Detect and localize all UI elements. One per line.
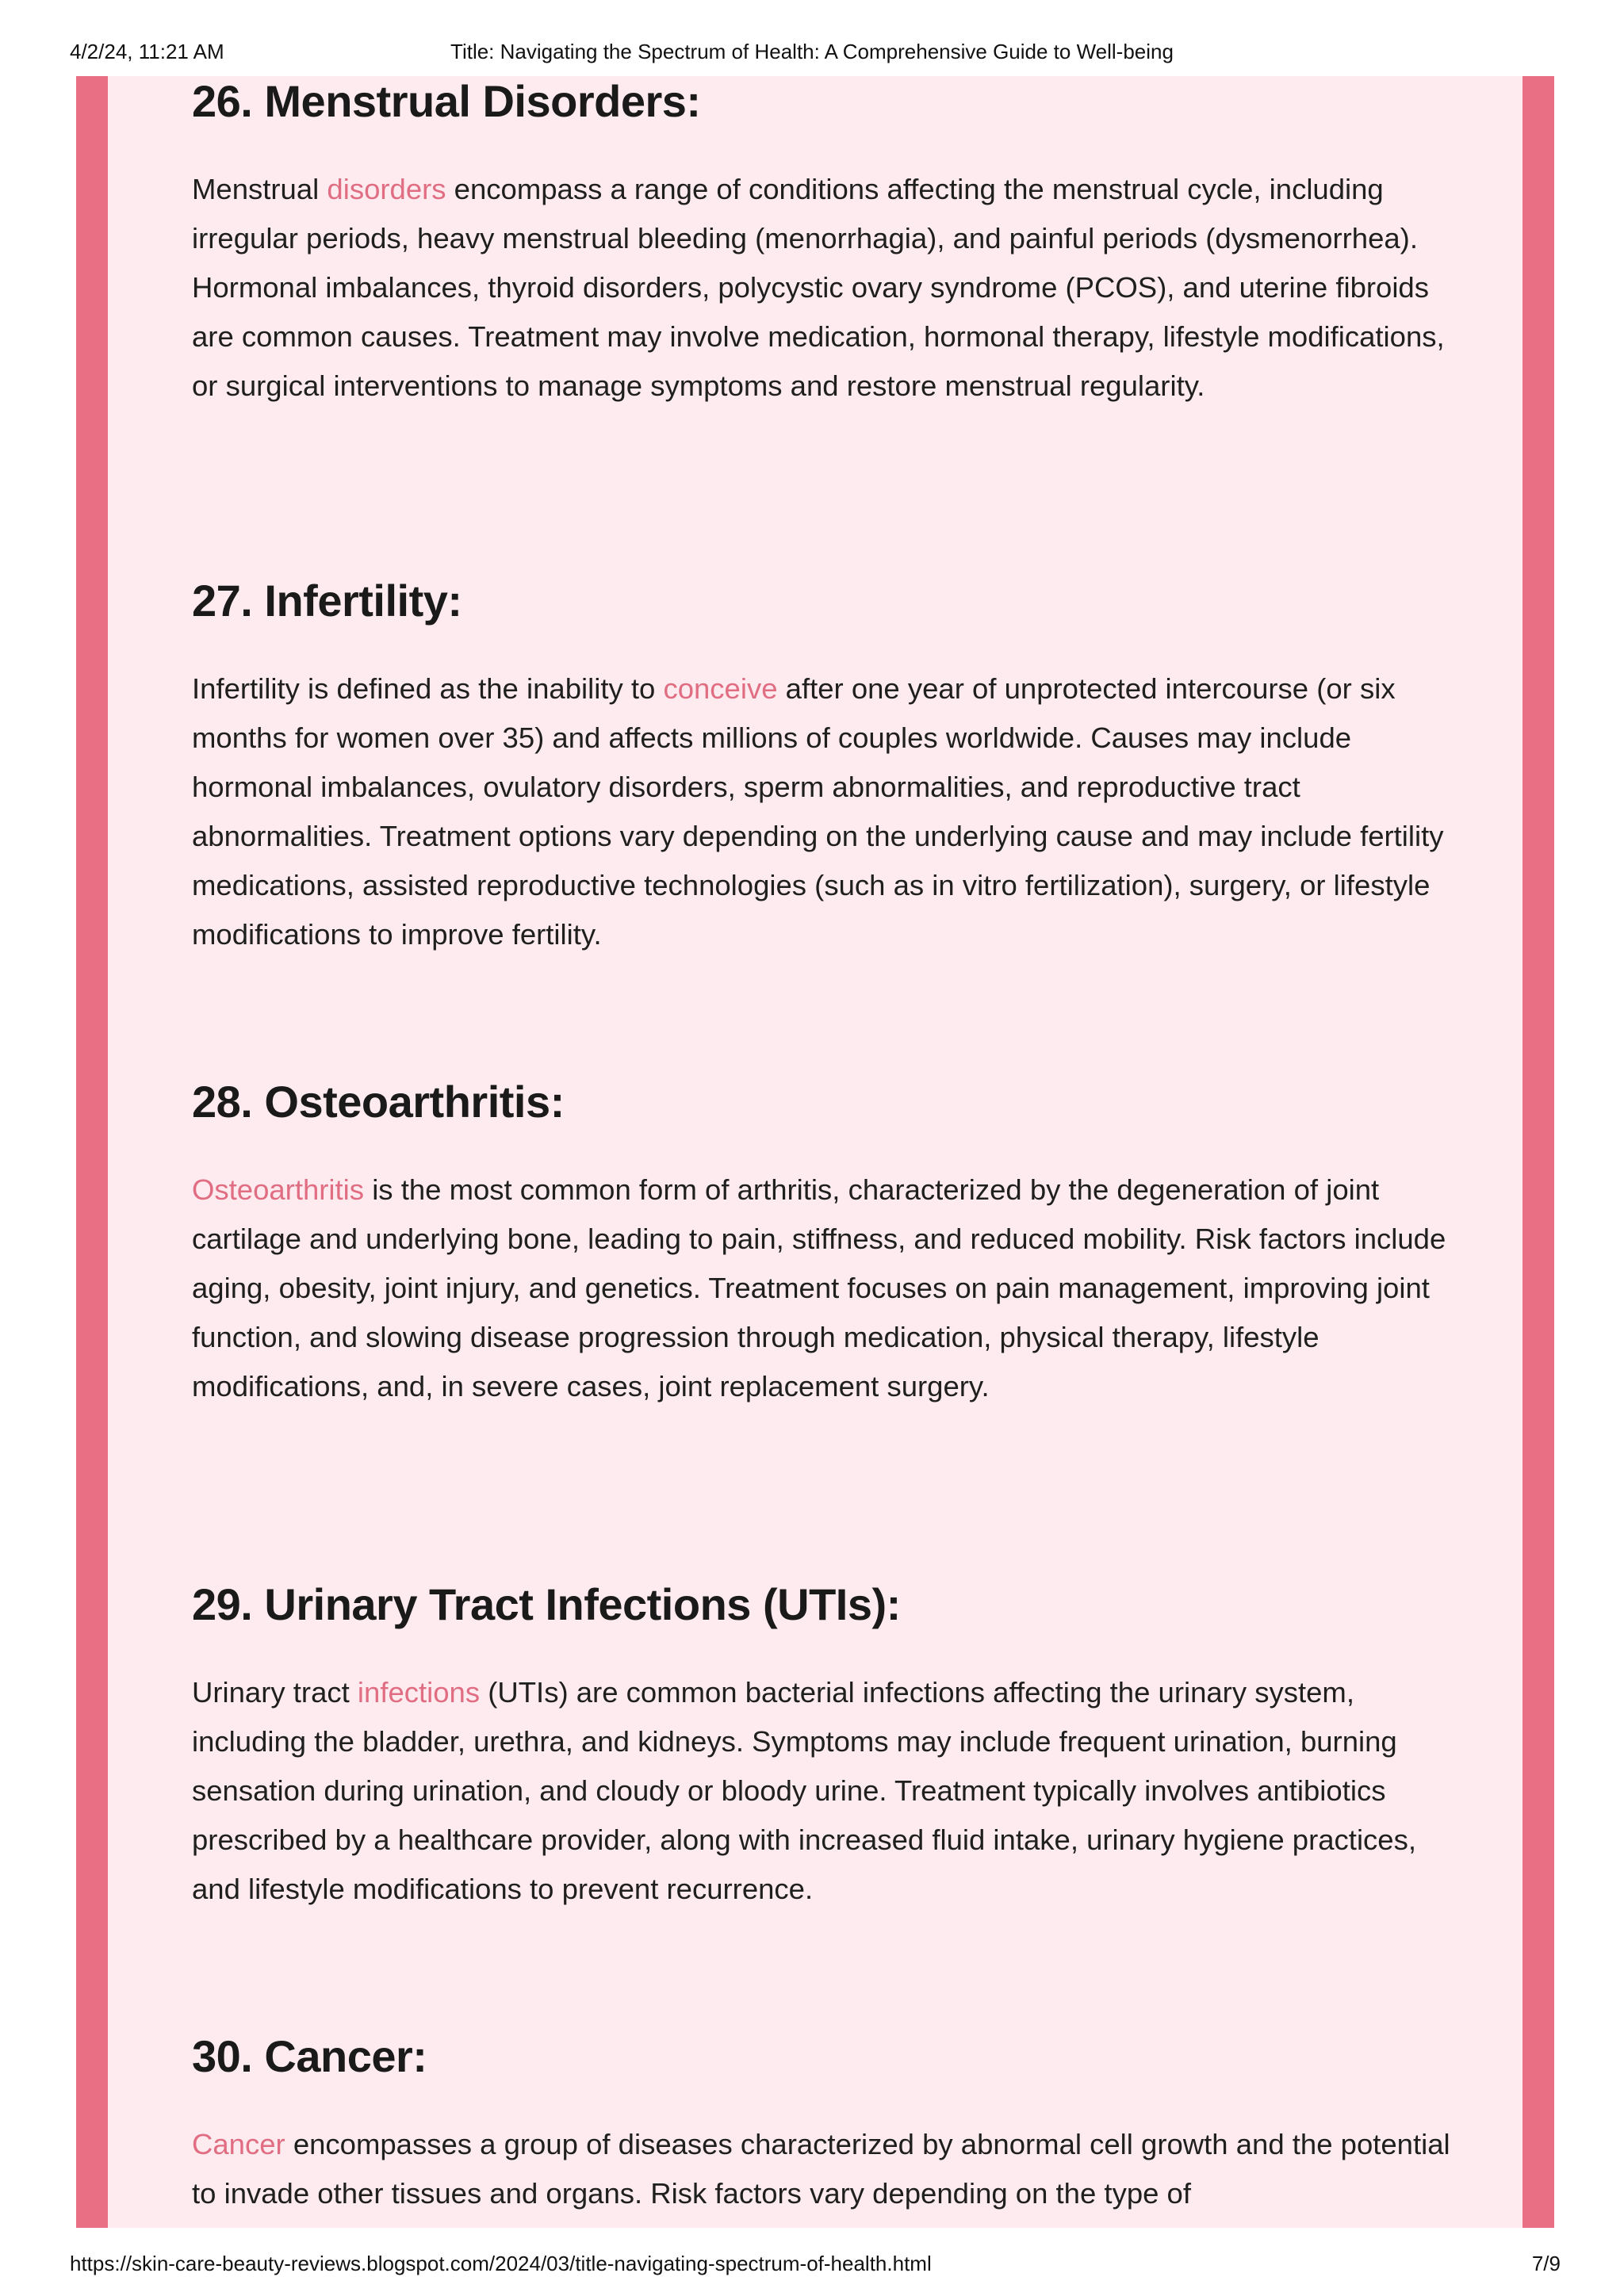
section-paragraph — [192, 1668, 1461, 1914]
section-heading: 26. Menstrual Disorders: — [192, 76, 701, 126]
section-paragraph — [192, 165, 1461, 411]
paragraph-text: after one year of unprotected intercourse (or six months for women over 35) and affects millions of couples worldwide. Causes may include hormonal imbalances, ovulatory disorders, sperm abnormalities, and reproductive tract abnormalities. Treatment options vary depending on the underlying cause and may include fertility medications, assisted reproductive technologies (such as in vitro fertilization), surgery, or lifestyle modifications to improve fertility. — [192, 672, 1444, 951]
section-infertility — [192, 576, 1461, 959]
paragraph-text: encompasses a group of diseases characterized by abnormal cell growth and the potential to invade other tissues and organs. Risk factors vary depending on the type of — [192, 2128, 1450, 2210]
section-heading: 28. Osteoarthritis: — [192, 1077, 565, 1127]
section-menstrual-disorders — [192, 76, 1461, 411]
inline-link-osteoarthritis[interactable]: Osteoarthritis — [192, 1173, 365, 1206]
section-paragraph — [192, 2120, 1461, 2218]
print-header — [0, 0, 1624, 76]
section-osteoarthritis — [192, 1077, 1461, 1411]
inline-link-conceive[interactable]: conceive — [663, 672, 778, 705]
section-heading: 30. Cancer: — [192, 2031, 427, 2081]
page-frame — [76, 76, 1554, 2228]
inline-link-disorders[interactable]: disorders — [327, 173, 446, 205]
paragraph-text: Urinary tract — [192, 1676, 358, 1709]
print-page-url: https://skin-care-beauty-reviews.blogspot.com/2024/03/title-navigating-spectrum-of-health.html — [70, 2252, 932, 2275]
paragraph-text: (UTIs) are common bacterial infections affecting the urinary system, including the bladder, urethra, and kidneys. Symptoms may include frequent urination, burning sensation during urination, and cloudy or bloody urine. Treatment typically involves antibiotics prescribed by a healthcare provider, along with increased fluid intake, urinary hygiene practices, and lifestyle modifications to prevent recurrence. — [192, 1676, 1416, 1905]
inline-link-cancer[interactable]: Cancer — [192, 2128, 285, 2160]
section-heading: 29. Urinary Tract Infections (UTIs): — [192, 1579, 901, 1629]
article-content — [108, 76, 1522, 2228]
section-cancer — [192, 2031, 1461, 2218]
section-heading: 27. Infertility: — [192, 576, 462, 626]
paragraph-text: is the most common form of arthritis, characterized by the degeneration of joint cartilage and underlying bone, leading to pain, stiffness, and reduced mobility. Risk factors include aging, obesity, joint injury, and genetics. Treatment focuses on pain management, improving joint function, and slowing disease progression through medication, physical therapy, lifestyle modifications, and, in severe cases, joint replacement surgery. — [192, 1173, 1446, 1402]
inline-link-infections[interactable]: infections — [357, 1676, 481, 1709]
print-document-title: Title: Navigating the Spectrum of Health: A Comprehensive Guide to Well-being — [450, 40, 1174, 63]
paragraph-text: Infertility is defined as the inability to — [192, 672, 664, 705]
section-paragraph — [192, 1165, 1461, 1411]
section-urinary-tract-infections — [192, 1579, 1461, 1914]
print-datetime: 4/2/24, 11:21 AM — [70, 40, 224, 63]
paragraph-text: encompass a range of conditions affecting the menstrual cycle, including irregular periods, heavy menstrual bleeding (menorrhagia), and painful periods (dysmenorrhea). Hormonal imbalances, thyroid disorders, polycystic ovary syndrome (PCOS), and uterine fibroids are common causes. Treatment may involve medication, hormonal therapy, lifestyle modifications, or surgical interventions to manage symptoms and restore menstrual regularity. — [192, 173, 1445, 402]
print-footer — [0, 2228, 1624, 2296]
paragraph-text: Menstrual — [192, 173, 327, 205]
print-page-number: 7/9 — [1531, 2252, 1561, 2275]
section-paragraph — [192, 664, 1461, 959]
